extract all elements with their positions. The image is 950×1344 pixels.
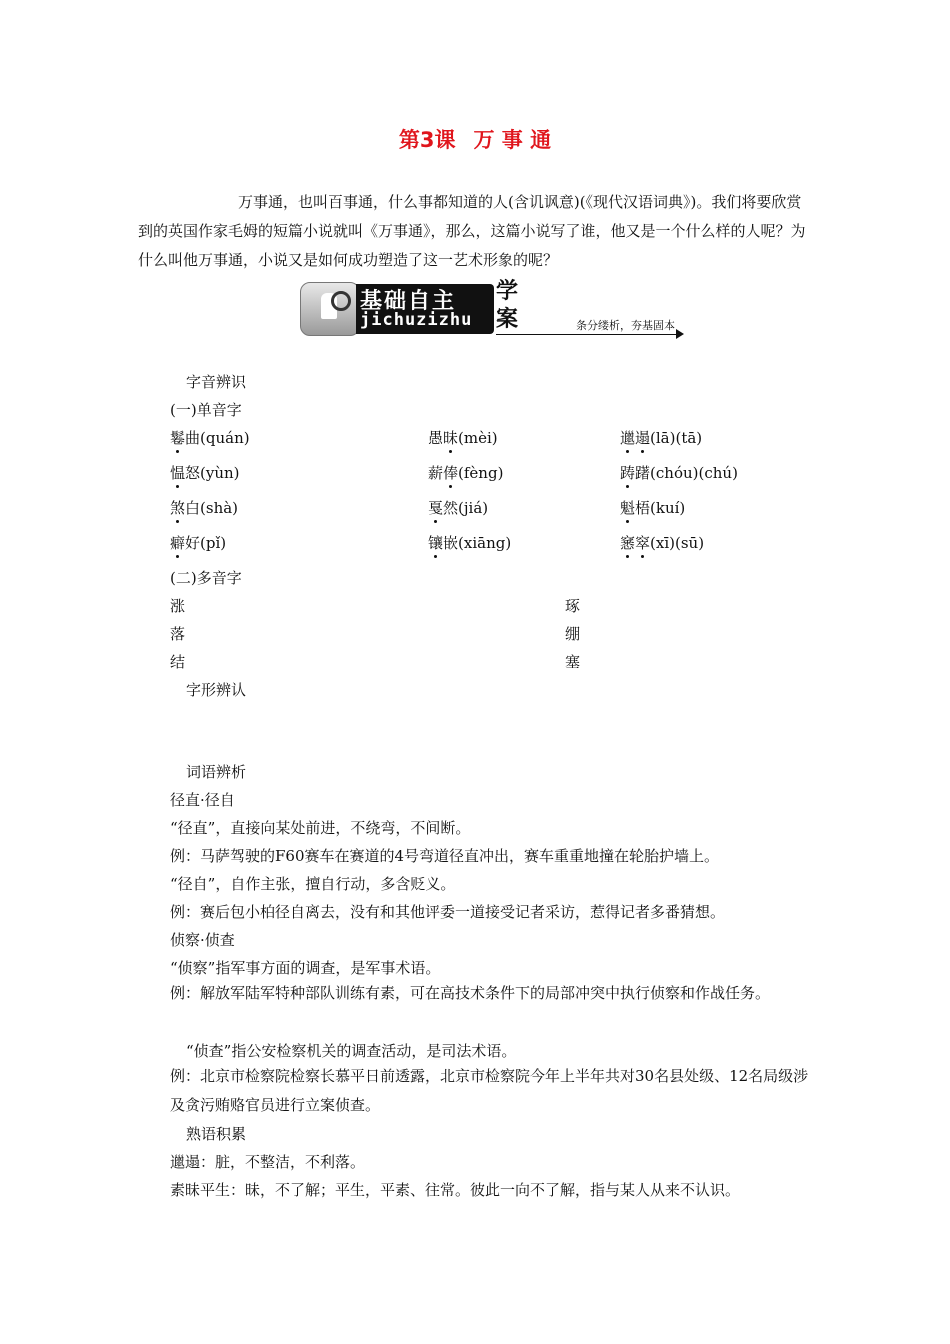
- pronunciation-word: 踌躇: [620, 464, 651, 482]
- word-example-1: 例：马萨驾驶的F60赛车在赛道的4号弯道径直冲出，赛车重重地撞在轮胎护墙上。: [170, 847, 720, 865]
- pronunciation-item: [620, 498, 685, 518]
- pronunciation-pinyin: (fèng): [458, 464, 504, 482]
- lesson-number: 第3课: [398, 128, 456, 152]
- pronunciation-item: [620, 533, 704, 553]
- magnifier-figure-icon: [300, 282, 360, 336]
- banner-rule: [496, 334, 678, 335]
- idioms-heading: 熟语积累: [186, 1125, 247, 1143]
- words-heading: 词语辨析: [186, 763, 247, 781]
- word-def-1: “径直”，直接向某处前进，不绕弯，不间断。: [170, 819, 471, 837]
- pronunciation-word: 癖好: [170, 534, 201, 552]
- pronunciation-word: 魁梧: [620, 499, 651, 517]
- shape-heading: 字形辨认: [186, 681, 247, 699]
- word-example-2: 例：赛后包小柏径自离去，没有和其他评委一道接受记者采访，惹得记者多番猜想。: [170, 903, 726, 921]
- pronunciation-pinyin: (mèi): [458, 429, 498, 447]
- pronunciation-pinyin: (pǐ): [200, 534, 227, 552]
- pronunciation-word: 薪俸: [428, 464, 459, 482]
- intro-text: 万事通，也叫百事通，什么事都知道的人(含讥讽意)(《现代汉语词典》)。我们将要欣赏到的英国作家毛姆的短篇小说就叫《万事通》，那么，这篇小说写了谁，他又是一个什么样的人呢？为什么叫他万事通，小说又是如何成功塑造了这一艺术形象的呢？: [138, 193, 806, 269]
- word-def-3: “侦察”指军事方面的调查，是军事术语。: [170, 959, 441, 977]
- multi-char-left-1: 涨: [170, 597, 186, 615]
- multi-char-left-2: 落: [170, 625, 186, 643]
- word-pair-2: 侦察·侦查: [170, 931, 235, 949]
- pronunciation-item: [170, 533, 226, 553]
- pronunciation-item: [170, 463, 240, 483]
- pronunciation-heading: 字音辨识: [186, 373, 247, 391]
- banner-an: 案: [496, 307, 519, 332]
- pronunciation-word: 愠怒: [170, 464, 201, 482]
- word-example-3: 例：解放军陆军特种部队训练有素，可在高技术条件下的局部冲突中执行侦察和作战任务。: [170, 984, 771, 1002]
- pronunciation-item: [620, 428, 702, 448]
- pronunciation-item: [428, 533, 511, 553]
- banner-pinyin: jichuzizhu: [360, 310, 473, 330]
- page-title: [0, 124, 950, 154]
- section-banner: [300, 278, 690, 340]
- single-char-heading: (一)单音字: [170, 401, 242, 419]
- multi-char-right-1: 琢: [565, 597, 581, 615]
- pronunciation-word: 鬈曲: [170, 429, 201, 447]
- idiom-1: 邋遢：脏，不整洁，不利落。: [170, 1153, 366, 1171]
- pronunciation-word: 愚昧: [428, 429, 459, 447]
- multi-char-left-3: 结: [170, 653, 186, 671]
- word-example-4: 例：北京市检察院检察长慕平日前透露，北京市检察院今年上半年共对30名县处级、12名局级涉及贪污贿赂官员进行立案侦查。: [170, 1067, 809, 1114]
- pronunciation-pinyin: (lā)(tā): [650, 429, 703, 447]
- pronunciation-pinyin: (jiá): [458, 499, 489, 517]
- pronunciation-pinyin: (kuí): [650, 499, 686, 517]
- multi-char-right-3: 塞: [565, 653, 581, 671]
- pronunciation-word: 邋遢: [620, 429, 651, 447]
- intro-paragraph: [138, 188, 816, 275]
- word-def-2: “径自”，自作主张，擅自行动，多含贬义。: [170, 875, 456, 893]
- pronunciation-word: 煞白: [170, 499, 201, 517]
- pronunciation-word: 戛然: [428, 499, 459, 517]
- arrow-right-icon: [676, 329, 684, 339]
- idiom-2: 素昧平生：昧，不了解；平生，平素、往常。彼此一向不了解，指与某人从来不认识。: [170, 1181, 741, 1199]
- banner-tagline: 条分缕析，夯基固本: [576, 319, 675, 332]
- pronunciation-pinyin: (chóu)(chú): [650, 464, 738, 482]
- pronunciation-item: [620, 463, 738, 483]
- multi-char-heading: (二)多音字: [170, 569, 242, 587]
- pronunciation-item: [428, 498, 488, 518]
- pronunciation-pinyin: (yùn): [200, 464, 240, 482]
- banner-xue: 学: [496, 279, 519, 304]
- pronunciation-pinyin: (xiāng): [458, 534, 512, 552]
- word-def-4: “侦查”指公安检察机关的调查活动，是司法术语。: [186, 1042, 517, 1060]
- pronunciation-pinyin: (quán): [200, 429, 250, 447]
- pronunciation-item: [428, 428, 498, 448]
- word-pair-1: 径直·径自: [170, 791, 235, 809]
- pronunciation-pinyin: (xī)(sū): [650, 534, 705, 552]
- pronunciation-word: 窸窣: [620, 534, 651, 552]
- pronunciation-item: [170, 428, 250, 448]
- pronunciation-item: [428, 463, 503, 483]
- pronunciation-pinyin: (shà): [200, 499, 239, 517]
- banner-chinese: 基础自主: [360, 289, 457, 314]
- banner-xue-an: [496, 278, 518, 334]
- multi-char-right-2: 绷: [565, 625, 581, 643]
- pronunciation-word: 镶嵌: [428, 534, 459, 552]
- pronunciation-item: [170, 498, 238, 518]
- lesson-name: 万 事 通: [473, 128, 552, 152]
